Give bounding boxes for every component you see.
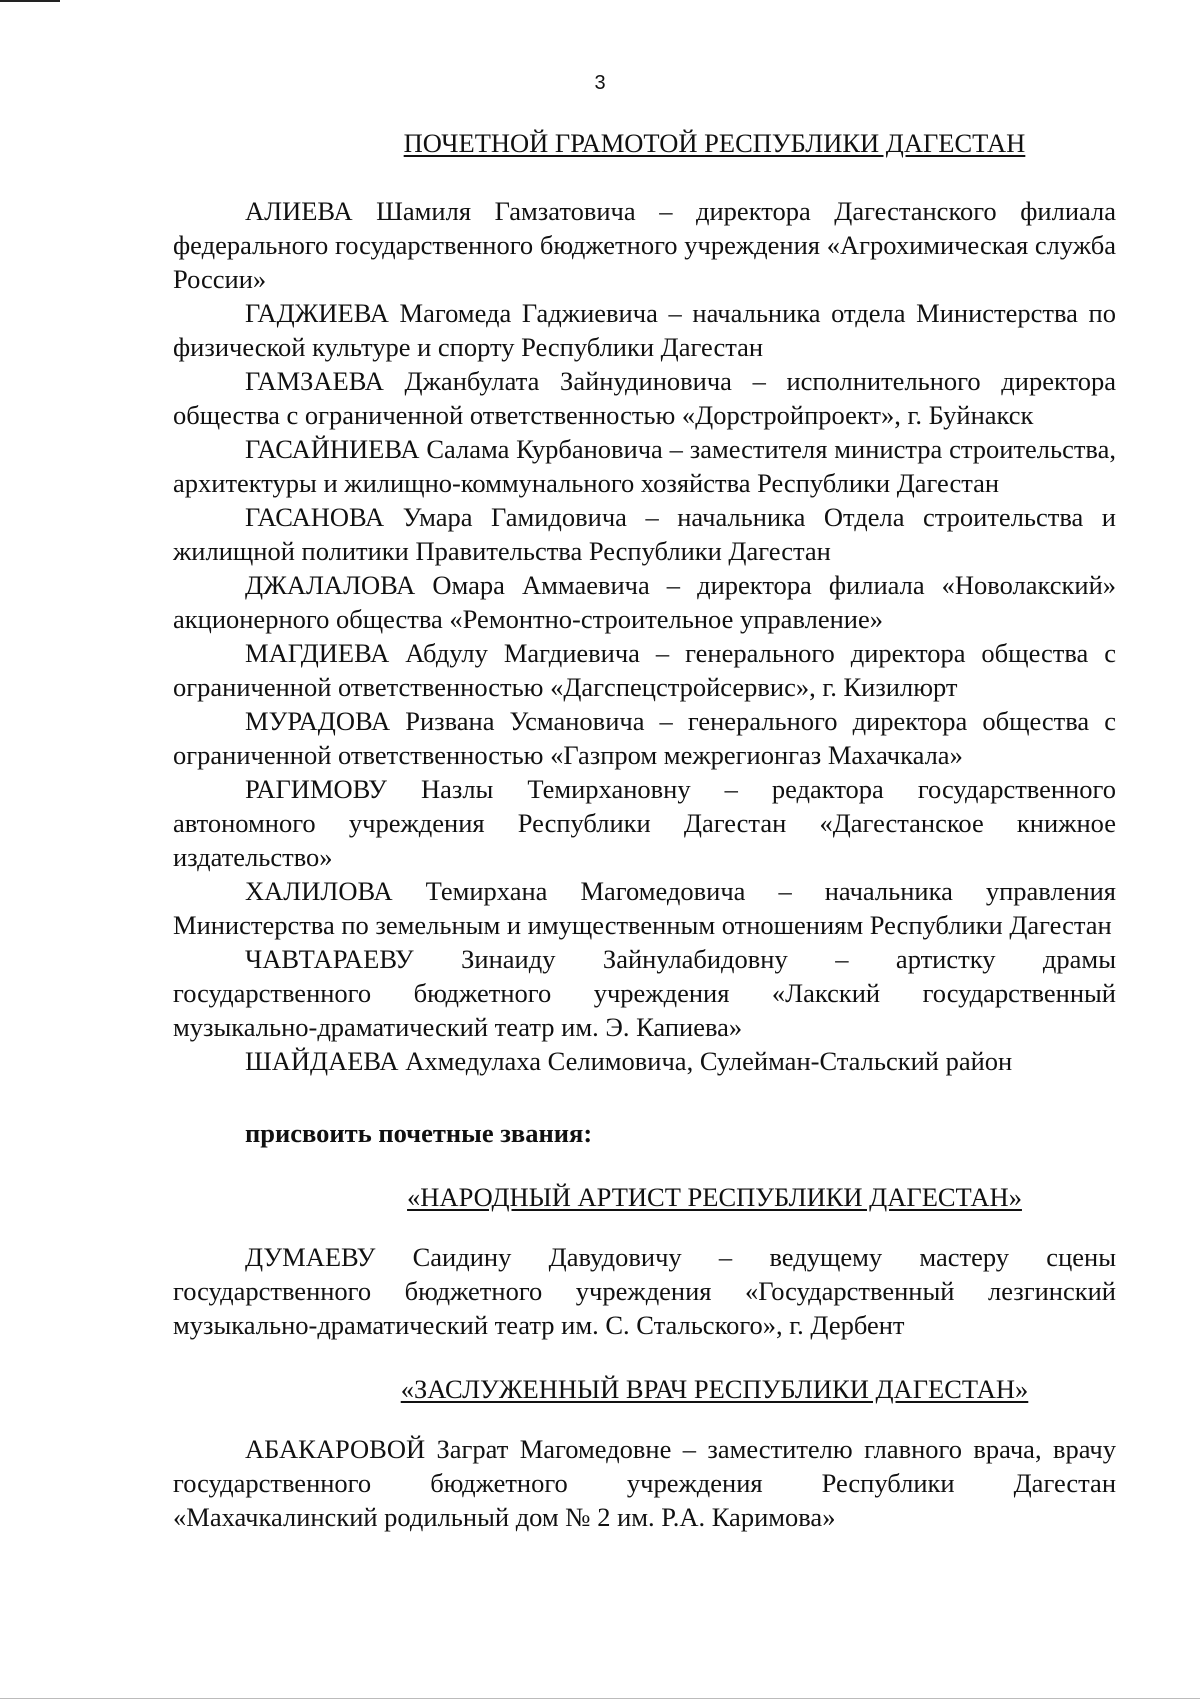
person-surname: АЛИЕВА <box>245 196 353 226</box>
person-surname: АБАКАРОВОЙ <box>245 1434 426 1464</box>
person-details: Саидину Давудовичу – ведущему мастеру сцены государственного бюджетного учреждения «Государственный лезгинский музыкально-драматический театр им. С. Стальского», г. Дербент <box>173 1242 1116 1340</box>
person-details: Назлы Темирхановну – редактора государственного автономного учреждения Республики Дагестан «Дагестанское книжное издательство» <box>173 774 1116 872</box>
page-number: 3 <box>594 72 606 94</box>
person-surname: ЧАВТАРАЕВУ <box>245 944 414 974</box>
award-entry <box>173 296 1116 364</box>
person-details: Салама Курбановича – заместителя министра строительства, архитектуры и жилищно-коммунального хозяйства Республики Дагестан <box>173 434 1116 498</box>
person-details: Магомеда Гаджиевича – начальника отдела Министерства по физической культуре и спорту Республики Дагестан <box>173 298 1116 362</box>
person-details: Темирхана Магомедовича – начальника управления Министерства по земельным и имущественным отношениям Республики Дагестан <box>173 876 1116 940</box>
award-entry <box>173 500 1116 568</box>
person-details: Ризвана Усмановича – генерального директора общества с ограниченной ответственностью «Газпром межрегионгаз Махачкала» <box>173 706 1116 770</box>
person-details: Заграт Магомедовне – заместителю главного врача, врачу государственного бюджетного учреждения Республики Дагестан «Махачкалинский родильный дом № 2 им. Р.А. Каримова» <box>173 1434 1116 1532</box>
award-list <box>173 194 1116 1078</box>
person-details: Шамиля Гамзатовича – директора Дагестанского филиала федерального государственного бюджетного учреждения «Агрохимическая служба России» <box>173 196 1116 294</box>
award-entry <box>173 194 1116 296</box>
person-details: Джанбулата Зайнудиновича – исполнительного директора общества с ограниченной ответственностью «Дорстройпроект», г. Буйнакск <box>173 366 1116 430</box>
award-entry <box>173 704 1116 772</box>
person-details: Ахмедулаха Селимовича, Сулейман-Стальский район <box>398 1046 1013 1076</box>
person-details: Умара Гамидовича – начальника Отдела строительства и жилищной политики Правительства Республики Дагестан <box>173 502 1116 566</box>
document-body <box>173 126 1116 1534</box>
award-entry <box>173 568 1116 636</box>
assign-titles-label: присвоить почетные звания: <box>245 1118 593 1148</box>
person-surname: РАГИМОВУ <box>245 774 387 804</box>
award-entry <box>173 772 1116 874</box>
person-details: Зинаиду Зайнулабидовну – артистку драмы государственного бюджетного учреждения «Лакский государственный музыкально-драматический театр им. Э. Капиева» <box>173 944 1116 1042</box>
person-details: Абдулу Магдиевича – генерального директора общества с ограниченной ответственностью «Дагспецстройсервис», г. Кизилюрт <box>173 638 1116 702</box>
person-surname: ГАСАЙНИЕВА <box>245 434 420 464</box>
scan-edge-line <box>0 1698 1200 1699</box>
title-heading-people-artist: «НАРОДНЫЙ АРТИСТ РЕСПУБЛИКИ ДАГЕСТАН» <box>407 1182 1022 1212</box>
person-surname: ДЖАЛАЛОВА <box>245 570 416 600</box>
section-heading-gramota: ПОЧЕТНОЙ ГРАМОТОЙ РЕСПУБЛИКИ ДАГЕСТАН <box>403 128 1026 158</box>
person-surname: ГАДЖИЕВА <box>245 298 389 328</box>
person-surname: ДУМАЕВУ <box>245 1242 376 1272</box>
person-surname: ГАСАНОВА <box>245 502 385 532</box>
award-entry <box>173 432 1116 500</box>
award-entry <box>173 636 1116 704</box>
person-surname: ШАЙДАЕВА <box>245 1046 399 1076</box>
award-entry <box>173 874 1116 942</box>
award-entry <box>173 364 1116 432</box>
person-details: Омара Аммаевича – директора филиала «Новолакский» акционерного общества «Ремонтно-строительное управление» <box>173 570 1116 634</box>
person-surname: ГАМЗАЕВА <box>245 366 384 396</box>
award-entry <box>173 1044 1116 1078</box>
award-entry <box>173 942 1116 1044</box>
award-entry <box>173 1240 1116 1342</box>
title-heading-honored-doctor: «ЗАСЛУЖЕННЫЙ ВРАЧ РЕСПУБЛИКИ ДАГЕСТАН» <box>400 1374 1029 1404</box>
person-surname: МАГДИЕВА <box>245 638 390 668</box>
scan-edge-mark <box>0 0 60 2</box>
person-surname: ХАЛИЛОВА <box>245 876 393 906</box>
person-surname: МУРАДОВА <box>245 706 391 736</box>
award-entry <box>173 1432 1116 1534</box>
